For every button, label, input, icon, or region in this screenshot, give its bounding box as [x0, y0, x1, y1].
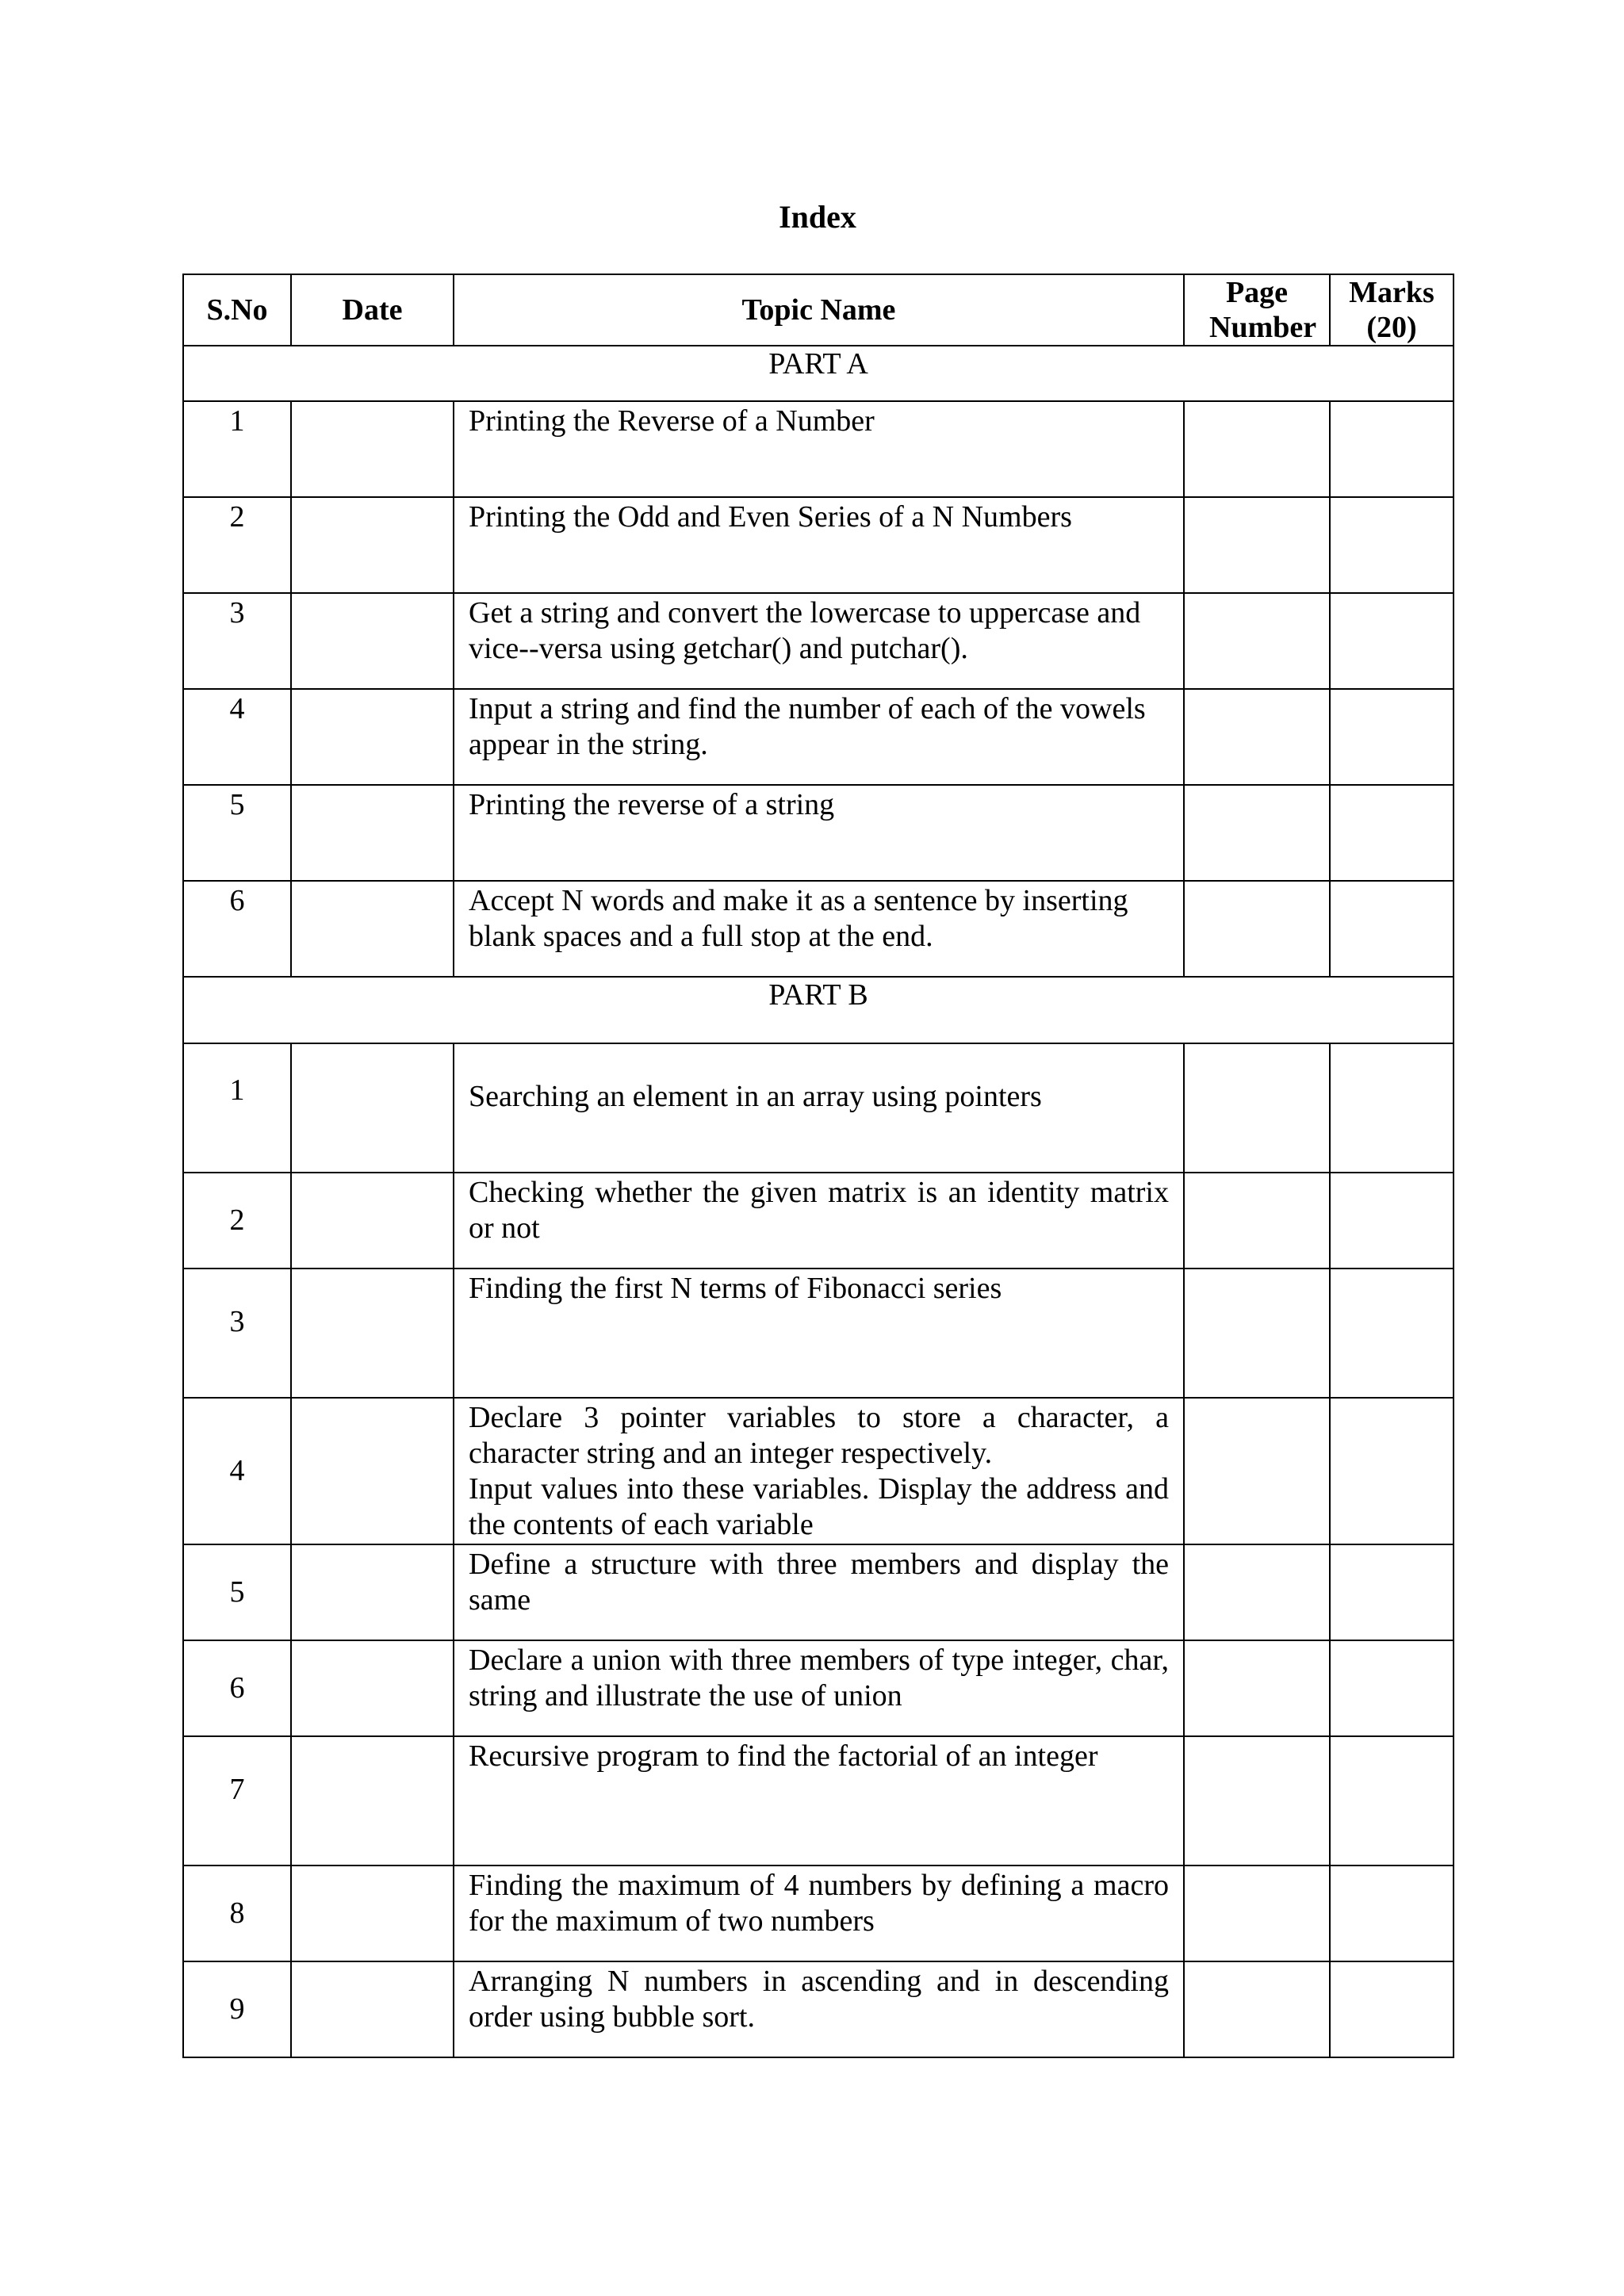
table-row — [183, 1544, 1454, 1640]
header-marks-text: Marks (20) — [1349, 276, 1434, 344]
page-title: Index — [779, 199, 856, 235]
row-date — [291, 497, 454, 593]
header-date: Date — [291, 274, 454, 346]
table-row — [183, 881, 1454, 977]
row-topic: Printing the Reverse of a Number — [454, 401, 1184, 497]
row-page-number — [1184, 1398, 1330, 1544]
row-marks — [1330, 689, 1454, 785]
row-page-number — [1184, 1544, 1330, 1640]
row-page-number — [1184, 785, 1330, 881]
table-row — [183, 401, 1454, 497]
row-date — [291, 1866, 454, 1961]
header-row — [183, 274, 1454, 346]
table-row — [183, 1043, 1454, 1173]
row-marks — [1330, 1173, 1454, 1269]
row-sno: 5 — [183, 785, 291, 881]
row-date — [291, 1640, 454, 1736]
row-marks — [1330, 1269, 1454, 1398]
section-label-part-b: PART B — [183, 977, 1454, 1043]
row-sno: 2 — [183, 1173, 291, 1269]
row-date — [291, 1043, 454, 1173]
header-topic-name: Topic Name — [454, 274, 1184, 346]
header-page-number-text: Page Number — [1209, 276, 1317, 344]
table-row — [183, 1398, 1454, 1544]
row-sno: 9 — [183, 1961, 291, 2057]
row-date — [291, 1398, 454, 1544]
row-topic: Finding the maximum of 4 numbers by defining a macro for the maximum of two numbers — [454, 1866, 1184, 1961]
row-sno: 1 — [183, 401, 291, 497]
row-topic: Declare a union with three members of type integer, char, string and illustrate the use of union — [454, 1640, 1184, 1736]
row-marks — [1330, 785, 1454, 881]
row-topic: Get a string and convert the lowercase to uppercase and vice--versa using getchar() and putchar(). — [454, 593, 1184, 689]
row-marks — [1330, 1961, 1454, 2057]
row-sno: 6 — [183, 881, 291, 977]
header-sno: S.No — [183, 274, 291, 346]
row-page-number — [1184, 881, 1330, 977]
row-page-number — [1184, 1640, 1330, 1736]
table-row — [183, 593, 1454, 689]
section-label-part-a: PART A — [183, 346, 1454, 401]
table-row — [183, 689, 1454, 785]
row-marks — [1330, 1640, 1454, 1736]
table-row — [183, 785, 1454, 881]
row-sno: 3 — [183, 1269, 291, 1398]
row-page-number — [1184, 1173, 1330, 1269]
row-marks — [1330, 497, 1454, 593]
row-marks — [1330, 1736, 1454, 1866]
row-topic: Checking whether the given matrix is an identity matrix or not — [454, 1173, 1184, 1269]
row-sno: 7 — [183, 1736, 291, 1866]
row-page-number — [1184, 497, 1330, 593]
row-sno: 6 — [183, 1640, 291, 1736]
row-sno: 5 — [183, 1544, 291, 1640]
row-sno: 8 — [183, 1866, 291, 1961]
row-page-number — [1184, 689, 1330, 785]
row-date — [291, 1173, 454, 1269]
row-page-number — [1184, 401, 1330, 497]
table-row — [183, 1961, 1454, 2057]
row-sno: 4 — [183, 1398, 291, 1544]
table-row — [183, 1269, 1454, 1398]
row-page-number — [1184, 1043, 1330, 1173]
row-date — [291, 785, 454, 881]
table-row — [183, 497, 1454, 593]
table-row — [183, 1173, 1454, 1269]
row-date — [291, 881, 454, 977]
section-row-part-b — [183, 977, 1454, 1043]
row-date — [291, 1961, 454, 2057]
row-topic: Arranging N numbers in ascending and in descending order using bubble sort. — [454, 1961, 1184, 2057]
table-row — [183, 1866, 1454, 1961]
row-date — [291, 1544, 454, 1640]
row-date — [291, 401, 454, 497]
table-row — [183, 1640, 1454, 1736]
row-marks — [1330, 881, 1454, 977]
row-topic-line-1: Declare 3 pointer variables to store a character, a character string and an integer respectively. — [469, 1401, 1169, 1470]
index-table — [182, 274, 1454, 2058]
section-row-part-a — [183, 346, 1454, 401]
row-topic: Finding the first N terms of Fibonacci series — [454, 1269, 1184, 1398]
row-topic: Input a string and find the number of each of the vowels appear in the string. — [454, 689, 1184, 785]
row-page-number — [1184, 1866, 1330, 1961]
row-date — [291, 689, 454, 785]
row-marks — [1330, 593, 1454, 689]
row-topic: Printing the reverse of a string — [454, 785, 1184, 881]
row-sno: 2 — [183, 497, 291, 593]
row-marks — [1330, 401, 1454, 497]
row-page-number — [1184, 1269, 1330, 1398]
row-topic-line-2: Input values into these variables. Display the address and the contents of each variable — [469, 1472, 1169, 1541]
row-topic: Recursive program to find the factorial of an integer — [454, 1736, 1184, 1866]
row-topic: Accept N words and make it as a sentence by inserting blank spaces and a full stop at the end. — [454, 881, 1184, 977]
row-marks — [1330, 1043, 1454, 1173]
row-marks — [1330, 1398, 1454, 1544]
row-date — [291, 1269, 454, 1398]
row-page-number — [1184, 1736, 1330, 1866]
row-sno: 3 — [183, 593, 291, 689]
row-page-number — [1184, 1961, 1330, 2057]
row-topic — [454, 1398, 1184, 1544]
table-row — [183, 1736, 1454, 1866]
row-topic: Searching an element in an array using pointers — [454, 1043, 1184, 1173]
header-page-number — [1184, 274, 1330, 346]
row-page-number — [1184, 593, 1330, 689]
row-date — [291, 593, 454, 689]
row-topic: Define a structure with three members and display the same — [454, 1544, 1184, 1640]
row-marks — [1330, 1866, 1454, 1961]
row-marks — [1330, 1544, 1454, 1640]
row-topic: Printing the Odd and Even Series of a N Numbers — [454, 497, 1184, 593]
row-sno: 1 — [183, 1043, 291, 1173]
header-marks — [1330, 274, 1454, 346]
row-date — [291, 1736, 454, 1866]
row-sno: 4 — [183, 689, 291, 785]
